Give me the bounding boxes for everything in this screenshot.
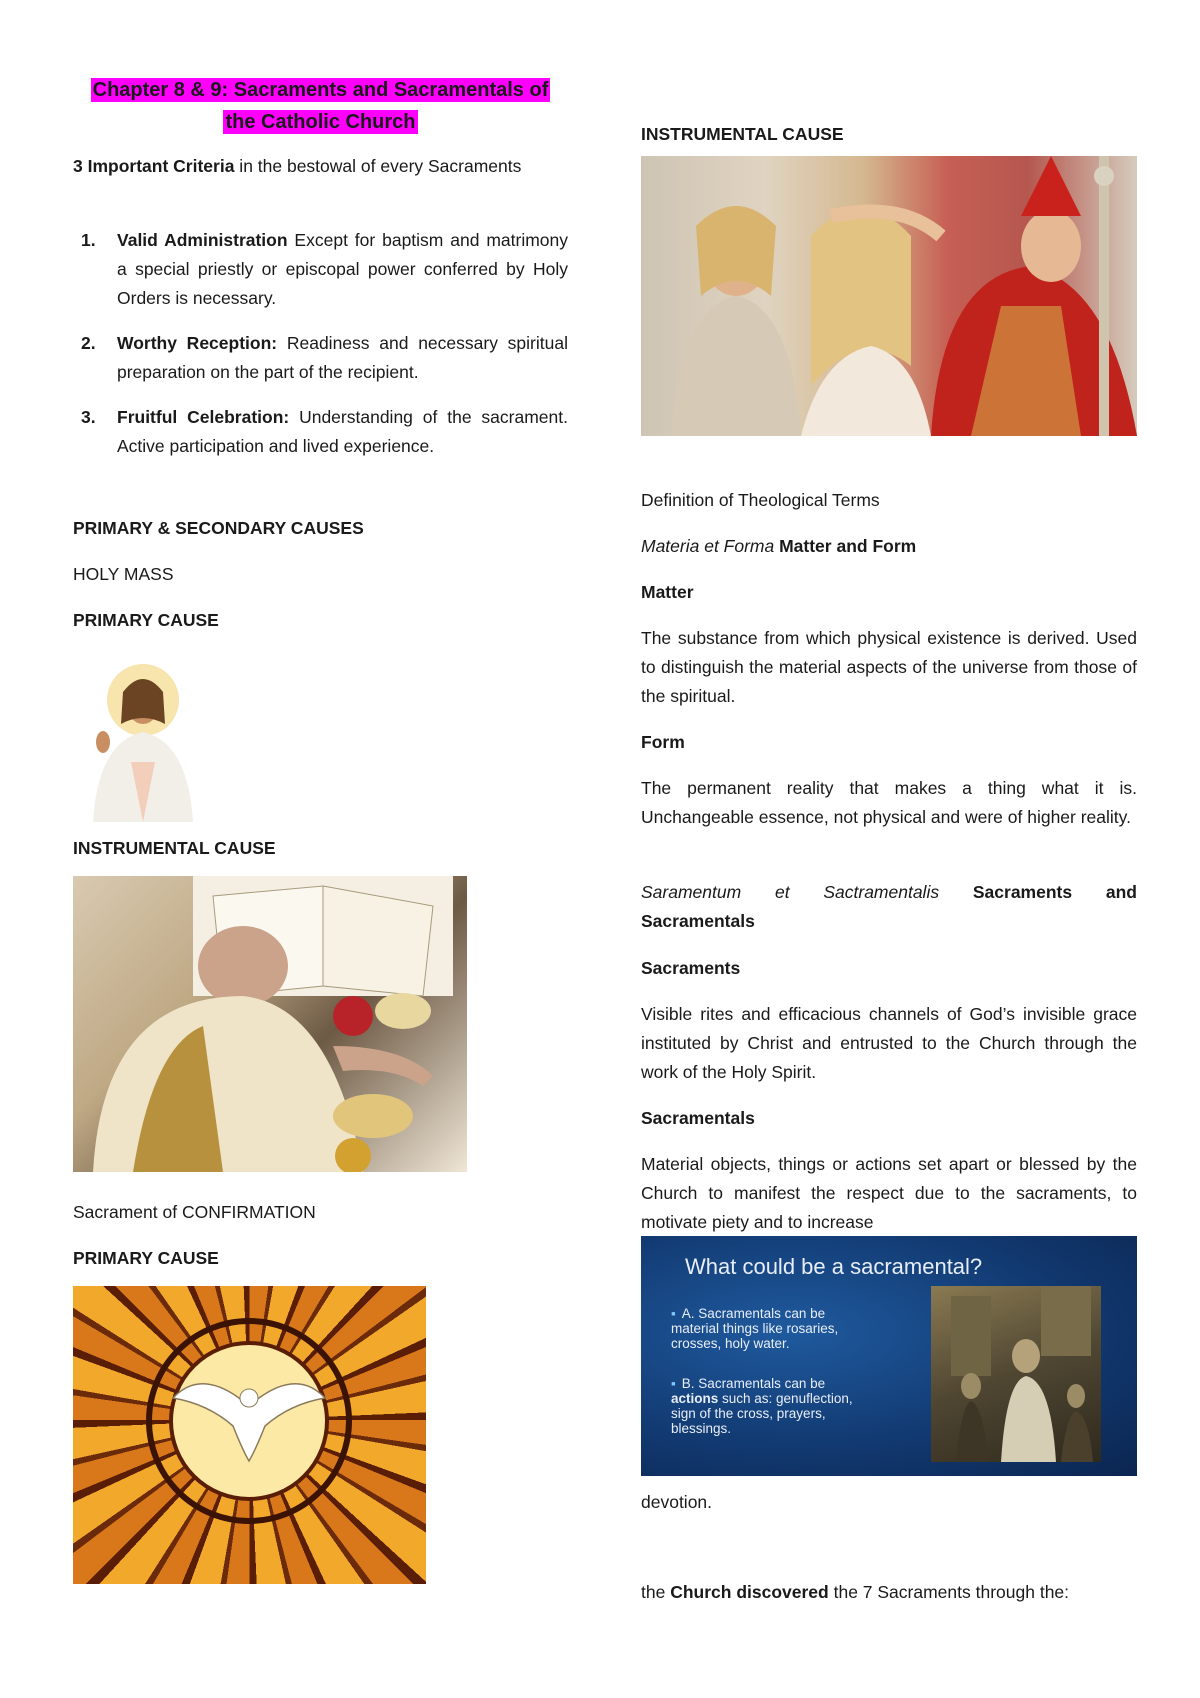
- bishop-confirmation-illustration: [641, 156, 1137, 436]
- criteria-intro: [73, 152, 568, 181]
- instrumental-cause-heading-2: INSTRUMENTAL CAUSE: [641, 124, 844, 144]
- matter-heading: Matter: [641, 582, 694, 602]
- criteria-number: 3.: [81, 407, 96, 427]
- form-definition: The permanent reality that makes a thing what it is. Unchangeable essence, not physical and were of higher reality.: [641, 778, 1137, 827]
- sacramentals-heading: Sacramentals: [641, 1108, 755, 1128]
- divine-mercy-illustration: [73, 662, 213, 822]
- primary-cause-heading-2: PRIMARY CAUSE: [73, 1248, 219, 1268]
- sacramentals-definition: Material objects, things or actions set apart or blessed by the Church to manifest the respect due to the sacraments, to motivate piety and to increase: [641, 1154, 1137, 1232]
- holy-spirit-stained-glass-image: [73, 1286, 426, 1584]
- title-line-2: the Catholic Church: [225, 111, 416, 133]
- criteria-number: 1.: [81, 230, 96, 250]
- instrumental-cause-heading: INSTRUMENTAL CAUSE: [73, 838, 276, 858]
- holy-mass-label: HOLY MASS: [73, 564, 174, 584]
- criteria-item: [73, 226, 568, 313]
- bullet-icon: ▪: [671, 1376, 676, 1391]
- church-discovered-line: [641, 1578, 1069, 1607]
- criteria-text: Except for baptism and matrimony a special priestly or episcopal power conferred by Holy Orders is necessary.: [117, 230, 569, 308]
- slide-item-b: [671, 1376, 871, 1436]
- criteria-intro-bold: 3 Important Criteria: [73, 156, 235, 176]
- sacraments-definition: Visible rites and efficacious channels of God’s invisible grace instituted by Christ and entrusted to the Church through the work of the Holy Spirit.: [641, 1004, 1137, 1082]
- sacramental-engraving-image: [931, 1286, 1101, 1462]
- church-post: the 7 Sacraments through the:: [828, 1582, 1070, 1602]
- slide-item-a: [671, 1306, 871, 1351]
- church-bold: Church discovered: [670, 1582, 829, 1602]
- sacramental-slide-image: [641, 1236, 1137, 1476]
- slide-item-b-bold: actions: [671, 1391, 719, 1406]
- slide-item-b-post: such as: genuflection, sign of the cross, prayers, blessings.: [671, 1391, 853, 1436]
- definition-heading: Definition of Theological Terms: [641, 490, 880, 510]
- criteria-number: 2.: [81, 333, 96, 353]
- criteria-intro-rest: in the bestowal of every Sacraments: [234, 156, 522, 176]
- engraving-illustration: [931, 1286, 1101, 1462]
- primary-cause-heading: PRIMARY CAUSE: [73, 610, 219, 630]
- devotion-text: devotion.: [641, 1492, 713, 1512]
- criteria-text: Understanding of the sacrament. Active participation and lived experience.: [117, 407, 568, 456]
- materia-forma-latin: Materia et Forma: [641, 536, 775, 556]
- criteria-list: [73, 226, 568, 461]
- priest-altar-illustration: [73, 876, 467, 1172]
- criteria-term: Worthy Reception:: [117, 333, 278, 353]
- primary-secondary-heading: PRIMARY & SECONDARY CAUSES: [73, 518, 364, 538]
- slide-item-b-pre: B. Sacramentals can be: [681, 1376, 826, 1391]
- dove-window-illustration: [73, 1286, 426, 1584]
- confirmation-label: Sacrament of CONFIRMATION: [73, 1202, 316, 1222]
- slide-title: What could be a sacramental?: [685, 1254, 983, 1279]
- bullet-icon: ▪: [671, 1306, 676, 1321]
- sacramentum-english: Sacraments and Sacramentals: [641, 882, 1137, 931]
- slide-item-a-text: A. Sacramentals can be material things like rosaries, crosses, holy water.: [671, 1306, 839, 1351]
- form-heading: Form: [641, 732, 685, 752]
- matter-definition: The substance from which physical existence is derived. Used to distinguish the material aspects of the universe from those of the spiritual.: [641, 628, 1137, 706]
- priest-consecration-image: [73, 876, 467, 1172]
- confirmation-rite-image: [641, 156, 1137, 436]
- criteria-term: Valid Administration: [117, 230, 288, 250]
- document-title: [73, 74, 568, 138]
- criteria-text: Readiness and necessary spiritual preparation on the part of the recipient.: [117, 333, 568, 382]
- materia-forma-english: Matter and Form: [774, 536, 917, 556]
- criteria-item: [73, 403, 568, 461]
- sacraments-heading: Sacraments: [641, 958, 741, 978]
- divine-mercy-image: [73, 662, 213, 822]
- title-line-1: Chapter 8 & 9: Sacraments and Sacramentals of: [92, 79, 549, 101]
- church-pre: the: [641, 1582, 671, 1602]
- criteria-term: Fruitful Celebration:: [117, 407, 290, 427]
- sacramentum-latin: Saramentum et Sactramentalis: [641, 882, 940, 902]
- materia-forma-line: [641, 532, 916, 561]
- criteria-item: [73, 329, 568, 387]
- sacramentum-line: [641, 878, 1137, 936]
